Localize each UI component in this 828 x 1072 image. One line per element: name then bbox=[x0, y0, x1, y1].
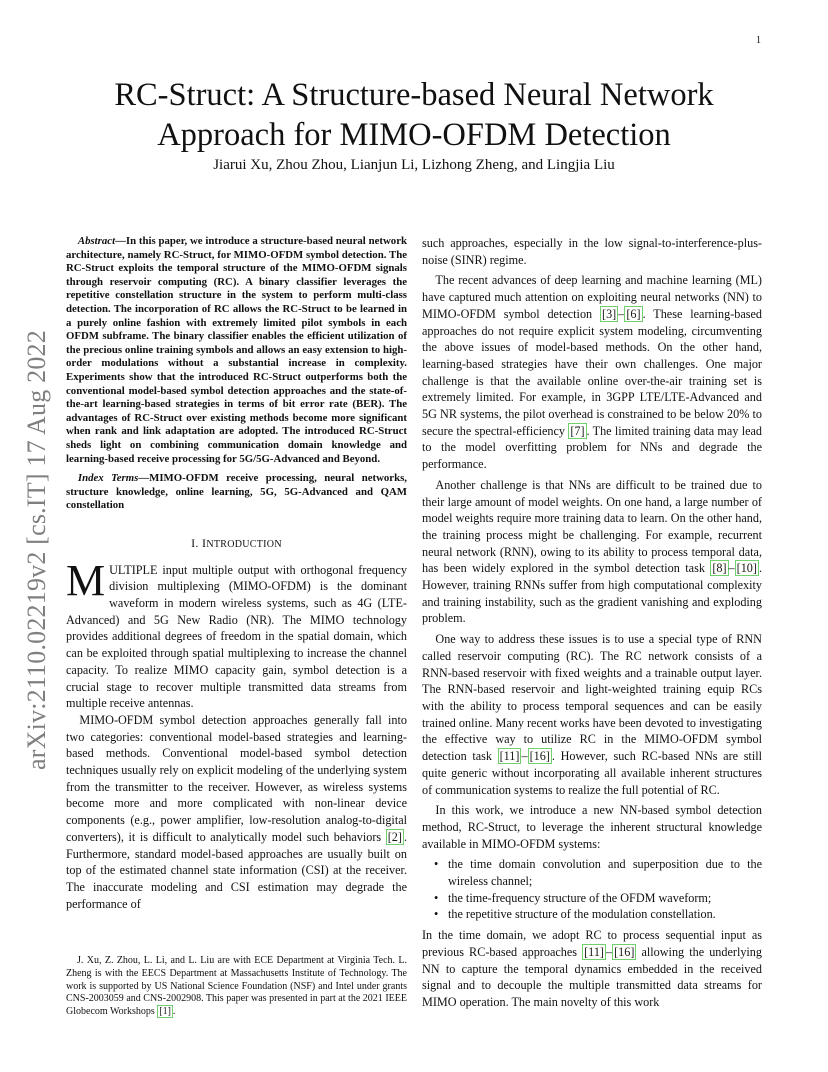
drop-cap: M bbox=[66, 555, 106, 605]
bullet-item: • the repetitive structure of the modulation constellation. bbox=[448, 906, 762, 923]
index-terms bbox=[66, 472, 407, 513]
author-list: Jiarui Xu, Zhou Zhou, Lianjun Li, Lizhong Zheng, and Lingjia Liu bbox=[213, 157, 615, 173]
citation-link[interactable]: [7] bbox=[570, 423, 585, 438]
right-paragraph-1: The recent advances of deep learning and machine learning (ML) have captured much attention on exploiting neural networks (NN) to MIMO-OFDM symbol detection [3] – [6] . These learning-based approaches do not require explicit system modeling, circumventing the above issues of model-based methods. On the other hand, learning-based strategies have their own challenges. One major challenge is that the available online over-the-air training set is extremely limited. For example, in 3GPP LTE/LTE-Advanced and 5G NR systems, the pilot overhead is constrained to be below 20% to secure the spectral-efficiency [7] . The limited training data may lead to the model overfitting problem for NNs and degrade the performance. bbox=[422, 273, 762, 472]
left-column bbox=[66, 235, 407, 912]
right-paragraph-continued: such approaches, especially in the low signal-to-interference-plus-noise (SINR) regime. bbox=[422, 236, 762, 267]
title-line-1: RC-Struct: A Structure-based Neural Network bbox=[114, 77, 714, 113]
citation-link[interactable]: [16] bbox=[614, 944, 635, 959]
index-terms-text: —MIMO-OFDM receive processing, neural networks, structure knowledge, online learning, 5G, 5G-Advanced and QAM constellation bbox=[66, 472, 407, 512]
citation-link[interactable]: [8] bbox=[712, 561, 727, 576]
section-heading-introduction: I. INTRODUCTION bbox=[191, 535, 282, 550]
right-paragraph-2: Another challenge is that NNs are difficult to be trained due to their large amount of model weights. On one hand, a large number of model weights require more training data to learn. On the other hand, the training process might be challenging. For example, recurrent neural network (RNN), owing to its ability to process temporal data, has been widely explored in the symbol detection task [8] – [10] . However, training RNNs suffer from high computational complexity and training instability, such as the gradient vanishing and exploding problem. bbox=[422, 477, 762, 626]
bullet-item: • the time-frequency structure of the OFDM waveform; bbox=[448, 890, 762, 907]
citation-link[interactable]: [10] bbox=[736, 561, 757, 576]
citation-link[interactable]: [16] bbox=[529, 749, 550, 764]
citation-link[interactable]: [3] bbox=[602, 306, 617, 321]
arxiv-identifier-stamp: arXiv:2110.02219v2 [cs.IT] 17 Aug 2022 bbox=[22, 330, 51, 770]
structure-bullet-list bbox=[422, 856, 762, 923]
index-terms-label: Index Terms bbox=[77, 472, 139, 485]
citation-link[interactable]: [2] bbox=[387, 829, 402, 844]
right-paragraph-3: One way to address these issues is to use a special type of RNN called reservoir computing (RC). The RC network consists of a RNN-based reservoir with fixed weights and a trainable output layer. The RNN-based reservoir and light-weighted training equip RCs with the ability to process temporal sequences and can be easily trained online. Many recent works have been devoted to investigating the effective way to utilize RC in the MIMO-OFDM symbol detection task [11] – [16] . However, such RC-based NNs are still quite generic without incorporating all available inherent structures of communication systems to realize the full potential of RC. bbox=[422, 632, 762, 797]
bullet-item: • the time domain convolution and superposition due to the wireless channel; bbox=[448, 856, 762, 889]
citation-link[interactable]: [1] bbox=[159, 1006, 171, 1018]
intro-paragraph-1: MULTIPLE input multiple output with orthogonal frequency division multiplexing (MIMO-OFDM) is the dominant waveform in modern wireless systems, such as 4G (LTE-Advanced) and 5G New Radio (NR). The MIMO technology provides additional degrees of freedom in the spatial domain, which can be exploited through spatial multiplexing to increase the channel capacity. To realize MIMO capacity gain, symbol detection is a crucial stage to recover multiple transmitted data streams from multiple receive antennas. bbox=[66, 555, 407, 711]
abstract-label: Abstract bbox=[77, 235, 116, 247]
abstract-text: —In this paper, we introduce a structure-based neural network architecture, namely RC-Struct, for MIMO-OFDM symbol detection. The RC-Struct exploits the temporal structure of the MIMO-OFDM signals through reservoir computing (RC). A binary classifier leverages the repetitive constellation structure in the system to perform multi-class detection. The incorporation of RC allows the RC-Struct to be learned in a purely online fashion with extremely limited pilot symbols in each OFDM subframe. The binary classifier enables the efficient utilization of the precious online training symbols and allows an easy extension to high-order modulations without a substantial increase in complexity. Experiments show that the introduced RC-Struct outperforms both the conventional model-based symbol detection approaches and the state-of-the-art learning-based strategies in terms of bit error rate (BER). The advantages of RC-Struct over existing methods become more significant when rank and link adaptation are adopted. The introduced RC-Struct sheds light on combining communication domain knowledge and learning-based receive processing for 5G/5G-Advanced and Beyond. bbox=[66, 235, 407, 465]
author-affiliation-footnote: J. Xu, Z. Zhou, L. Li, and L. Liu are with ECE Department at Virginia Tech. L. Zheng is with the EECS Department at Massachusetts Institute of Technology. The work is supported by US National Science Foundation (NSF) and Intel under grants CNS-2003059 and CNS-2002908. This paper was presented in part at the 2021 IEEE Globecom Workshops [1] . bbox=[66, 955, 407, 1018]
citation-link[interactable]: [11] bbox=[584, 944, 604, 959]
page-number: 1 bbox=[756, 35, 761, 46]
abstract bbox=[66, 235, 407, 466]
citation-link[interactable]: [6] bbox=[626, 306, 641, 321]
intro-paragraph-2: MIMO-OFDM symbol detection approaches generally fall into two categories: conventional model-based strategies and learning-based methods. Conventional model-based symbol detection techniques usually rely on explicit modeling of the underlying system from the transmitter to the receiver. However, as wireless systems become more and more complicated with non-linear device components (e.g., power amplifier, low-resolution analog-to-digital converters), it is difficult to analytically model such behaviors [2] . Furthermore, standard model-based approaches are usually built on top of the estimated channel state information (CSI) at the receiver. The inaccurate modeling and CSI estimation may degrade the performance of bbox=[66, 712, 407, 911]
paper-title bbox=[60, 75, 768, 155]
right-paragraph-4: In this work, we introduce a new NN-based symbol detection method, RC-Struct, to leverage the inherent structural knowledge available in MIMO-OFDM systems: bbox=[422, 803, 762, 851]
citation-link[interactable]: [11] bbox=[499, 749, 520, 764]
right-column bbox=[422, 235, 762, 1011]
right-paragraph-5: In the time domain, we adopt RC to process sequential input as previous RC-based approaches [11] – [16] allowing the underlying NN to capture the temporal dynamics embedded in the received signal and to decouple the multiple transmitted data streams for MIMO operation. The main novelty of this work bbox=[422, 928, 762, 1009]
title-line-2: Approach for MIMO-OFDM Detection bbox=[157, 117, 671, 153]
